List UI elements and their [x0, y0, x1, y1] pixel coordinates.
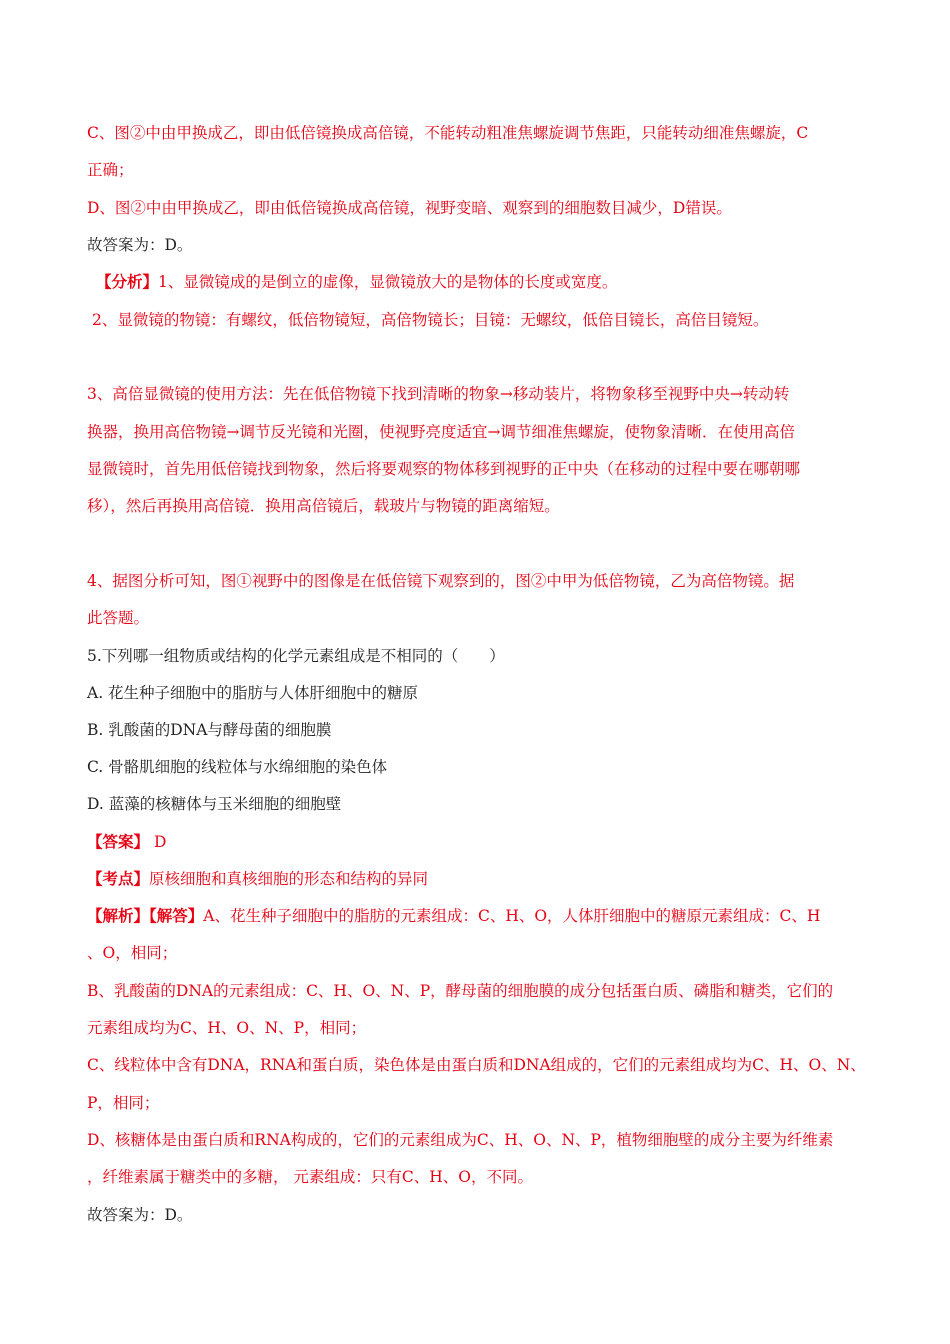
knowledge-point-tag: 【考点】 [87, 869, 150, 888]
text-line: 故答案为：D。 [87, 236, 193, 254]
text-line: 2、显微镜的物镜：有螺纹，低倍物镜短，高倍物镜长；目镜：无螺纹，低倍目镜长，高倍目镜短。 [92, 311, 769, 329]
knowledge-point-line [87, 868, 877, 890]
explanation-tag: 【解析】【解答】 [87, 906, 204, 925]
option-c: C. 骨骼肌细胞的线粒体与水绵细胞的染色体 [87, 758, 388, 776]
text-line: C、图②中由甲换成乙，即由低倍镜换成高倍镜，不能转动粗准焦螺旋调节焦距，只能转动细准焦螺旋，C [87, 124, 809, 142]
analysis-line [96, 271, 886, 293]
text-line: C、线粒体中含有DNA，RNA和蛋白质，染色体是由蛋白质和DNA组成的，它们的元素组成均为C、H、O、N、 [87, 1056, 866, 1074]
text-line: B、乳酸菌的DNA的元素组成：C、H、O、N、P，酵母菌的细胞膜的成分包括蛋白质、磷脂和糖类，它们的 [87, 982, 834, 1000]
answer-tag: 【答案】 [87, 832, 150, 851]
text-line: 故答案为：D。 [87, 1206, 193, 1224]
text-line: 3、高倍显微镜的使用方法：先在低倍物镜下找到清晰的物象→移动装片，将物象移至视野中央→转动转 [87, 385, 790, 403]
answer-text: D [149, 833, 167, 851]
knowledge-point-text: 原核细胞和真核细胞的形态和结构的异同 [149, 870, 429, 888]
text-line: P，相同； [87, 1094, 160, 1112]
text-line: 显微镜时，首先用低倍镜找到物象，然后将要观察的物体移到视野的正中央（在移动的过程中要在哪朝哪 [87, 460, 801, 478]
text-line: 元素组成均为C、H、O、N、P，相同； [87, 1019, 367, 1037]
text-line: 换器，换用高倍物镜→调节反光镜和光圈，使视野亮度适宜→调节细准焦螺旋，使物象清晰．在使用高倍 [87, 423, 795, 441]
option-d: D. 蓝藻的核糖体与玉米细胞的细胞壁 [87, 795, 342, 813]
analysis-text: 1、显微镜成的是倒立的虚像，显微镜放大的是物体的长度或宽度。 [158, 273, 618, 291]
text-line: 4、据图分析可知，图①视野中的图像是在低倍镜下观察到的，图②中甲为低倍物镜，乙为高倍物镜。据 [87, 572, 795, 590]
explanation-text: A、花生种子细胞中的脂肪的元素组成：C、H、O，人体肝细胞中的糖原元素组成：C、H [203, 907, 821, 925]
option-b: B. 乳酸菌的DNA与酵母菌的细胞膜 [87, 721, 332, 739]
text-line: 正确； [87, 161, 134, 179]
explanation-line [87, 905, 877, 927]
option-a: A. 花生种子细胞中的脂肪与人体肝细胞中的糖原 [87, 684, 419, 702]
text-line: 移），然后再换用高倍镜．换用高倍镜后，载玻片与物镜的距离缩短。 [87, 497, 560, 515]
text-line: 、O，相同； [87, 944, 178, 962]
text-line: D、核糖体是由蛋白质和RNA构成的，它们的元素组成为C、H、O、N、P，植物细胞壁的成分主要为纤维素 [87, 1131, 834, 1149]
question-stem: 5.下列哪一组物质或结构的化学元素组成是不相同的（ ） [87, 647, 505, 665]
text-line: ，纤维素属于糖类中的多糖， 元素组成：只有C、H、O，不同。 [87, 1168, 534, 1186]
answer-line [87, 831, 877, 853]
text-line: D、图②中由甲换成乙，即由低倍镜换成高倍镜，视野变暗、观察到的细胞数目减少，D错误。 [87, 199, 732, 217]
text-line: 此答题。 [87, 609, 150, 627]
analysis-tag: 【分析】 [96, 272, 159, 291]
